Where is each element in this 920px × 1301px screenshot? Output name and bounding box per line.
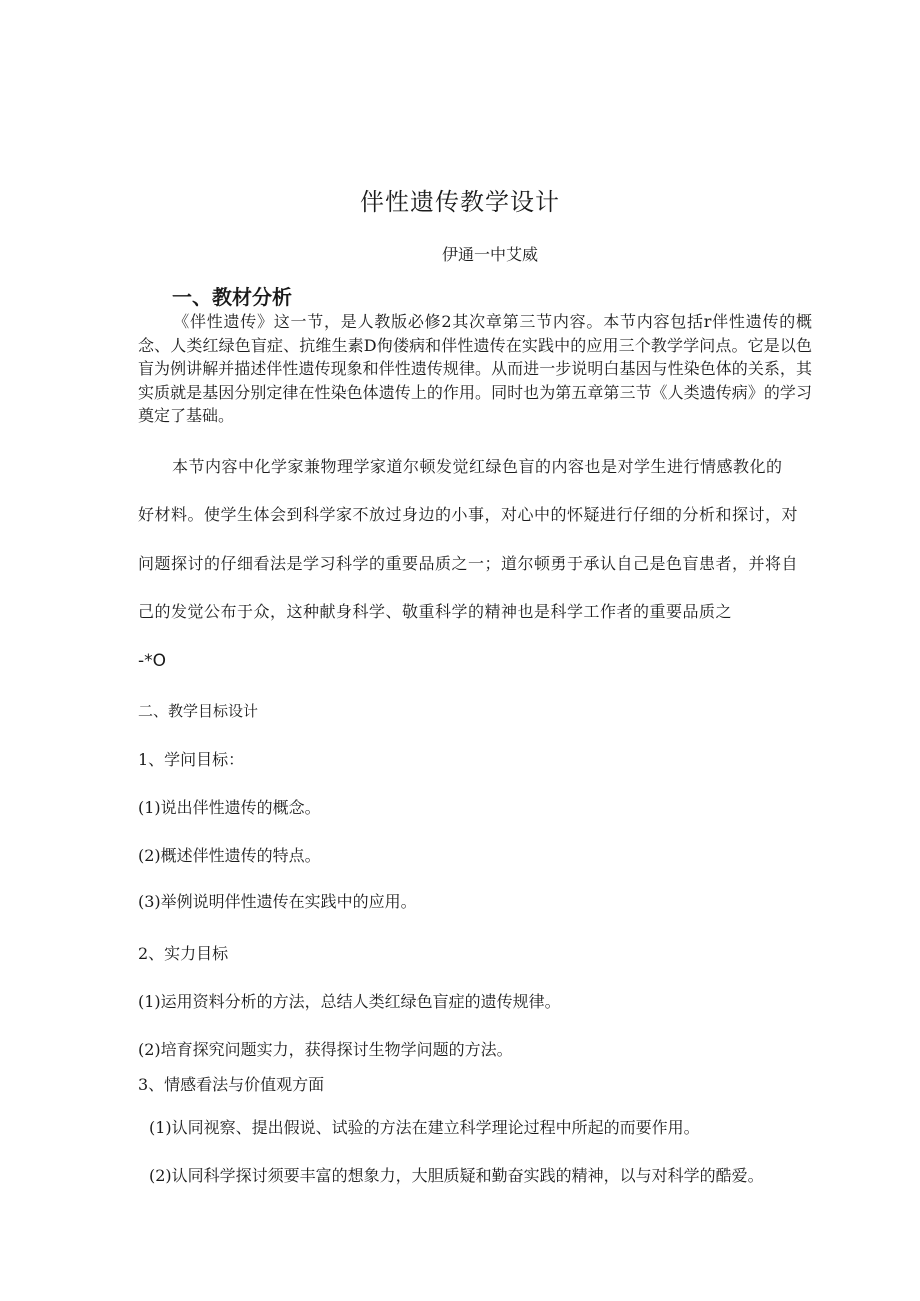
ability-goals-label: 2、实力目标 <box>138 944 229 963</box>
section1-paragraph1: 《伴性遗传》这一节，是人教版必修2其次章第三节内容。本节内容包括r伴性遗传的概念、人类红绿色盲症、抗维生素D佝偻病和伴性遗传在实践中的应用三个教学学问点。它是以色盲为例讲解并描述伴性遗传现象和伴性遗传规律。从而进一步说明白基因与性染色体的关系，其实质就是基因分别定律在性染色体遗传上的作用。同时也为第五章第三节《人类遗传病》的学习奠定了基础。 <box>138 312 812 425</box>
section1-paragraph2-line4: 己的发觉公布于众，这种献身科学、敬重科学的精神也是科学工作者的重要品质之 <box>138 602 733 621</box>
knowledge-goal-item-3: (3)举例说明伴性遗传在实践中的应用。 <box>138 892 417 911</box>
section1-paragraph1-container <box>138 310 812 428</box>
document-author: 伊通一中艾威 <box>441 245 538 264</box>
ability-goal-item-1: (1)运用资料分析的方法，总结人类红绿色盲症的遗传规律。 <box>138 992 561 1011</box>
document-title: 伴性遗传教学设计 <box>360 188 560 216</box>
section1-paragraph2-line3: 问题探讨的仔细看法是学习科学的重要品质之一；道尔顿勇于承认自己是色盲患者，并将自 <box>138 554 799 573</box>
section1-paragraph2-line2: 好材料。使学生体会到科学家不放过身边的小事，对心中的怀疑进行仔细的分析和探讨，对 <box>138 505 799 524</box>
ability-goal-item-2: (2)培育探究问题实力，获得探讨生物学问题的方法。 <box>138 1040 513 1059</box>
section1-heading: 一、教材分析 <box>172 285 292 309</box>
attitude-goals-label: 3、情感看法与价值观方面 <box>138 1075 325 1094</box>
knowledge-goal-item-1: (1)说出伴性遗传的概念。 <box>138 798 321 817</box>
section1-paragraph2-line5: -*O <box>138 651 167 671</box>
attitude-goal-item-2: (2)认同科学探讨须要丰富的想象力，大胆质疑和勤奋实践的精神，以与对科学的酷爱。 <box>149 1166 764 1185</box>
knowledge-goal-item-2: (2)概述伴性遗传的特点。 <box>138 846 321 865</box>
section2-heading: 二、教学目标设计 <box>138 702 259 720</box>
knowledge-goals-label: 1、学问目标： <box>138 750 245 769</box>
section1-paragraph2-line1: 本节内容中化学家兼物理学家道尔顿发觉红绿色盲的内容也是对学生进行情感教化的 <box>172 457 783 476</box>
attitude-goal-item-1: (1)认同视察、提出假说、试验的方法在建立科学理论过程中所起的而要作用。 <box>149 1118 700 1137</box>
